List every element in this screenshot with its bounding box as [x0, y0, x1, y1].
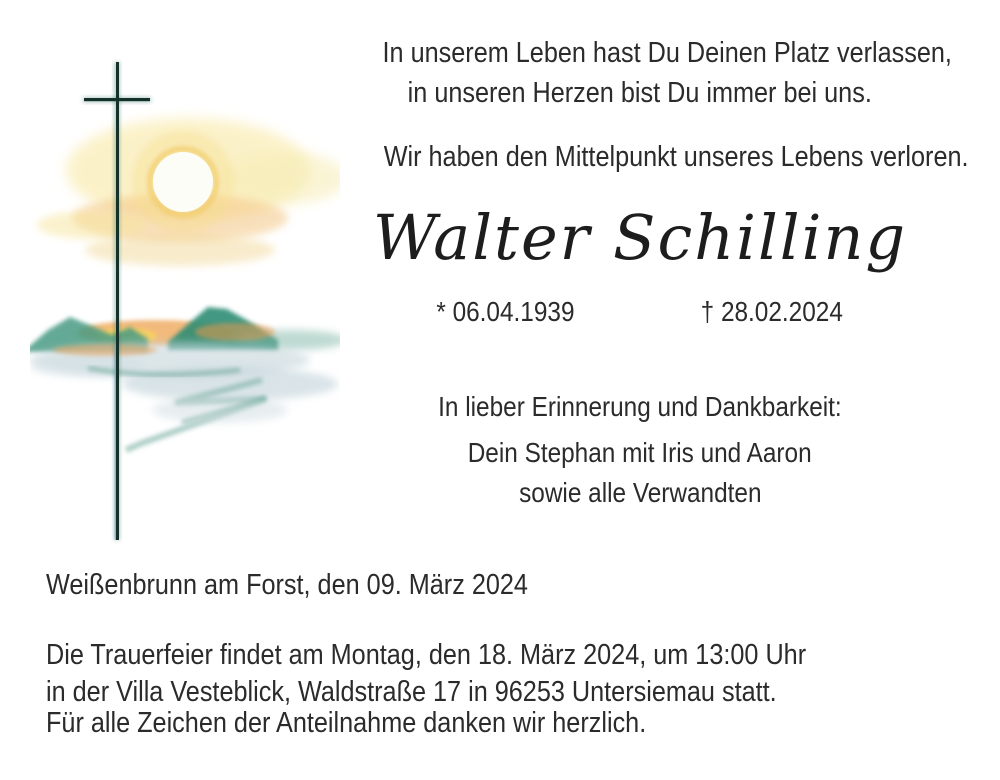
family-line-2-text: sowie alle Verwandten [518, 477, 762, 508]
memorial-artwork [30, 50, 340, 560]
place-date-text: Weißenbrunn am Forst, den 09. März 2024 [46, 569, 528, 601]
place-date-line [46, 568, 600, 602]
family-line-2 [340, 476, 940, 510]
thanks-line [46, 706, 736, 740]
loss-line-text: Wir haben den Mittelpunkt unseres Lebens verloren. [383, 141, 969, 173]
opening-line-1-text: In unserem Leben hast Du Deinen Platz verlassen, [382, 37, 952, 69]
landscape-wash [30, 307, 340, 450]
birth-date: * 06.04.1939 [436, 296, 575, 327]
funeral-line-2-text: in der Villa Vesteblick, Waldstraße 17 in 96253 Untersiemau statt. [46, 676, 777, 708]
loss-line [340, 140, 969, 174]
funeral-line-2 [46, 675, 886, 709]
funeral-line-1 [46, 638, 920, 672]
family-line-1-text: Dein Stephan mit Iris und Aaron [468, 437, 812, 468]
thanks-line-text: Für alle Zeichen der Anteilnahme danken wir herzlich. [46, 707, 647, 739]
opening-line-2-text: in unseren Herzen bist Du immer bei uns. [407, 77, 873, 109]
death-date: † 28.02.2024 [700, 296, 844, 327]
opening-line-2 [340, 76, 940, 110]
remembrance-line-text: In lieber Erinnerung und Dankbarkeit: [438, 391, 842, 422]
family-line-1 [340, 436, 940, 470]
remembrance-line [340, 390, 940, 424]
life-dates [340, 296, 940, 328]
deceased-name: Walter Schilling [372, 201, 908, 274]
opening-line-1 [340, 36, 952, 70]
funeral-line-1-text: Die Trauerfeier findet am Montag, den 18. März 2024, um 13:00 Uhr [46, 639, 807, 671]
sun [139, 138, 227, 226]
